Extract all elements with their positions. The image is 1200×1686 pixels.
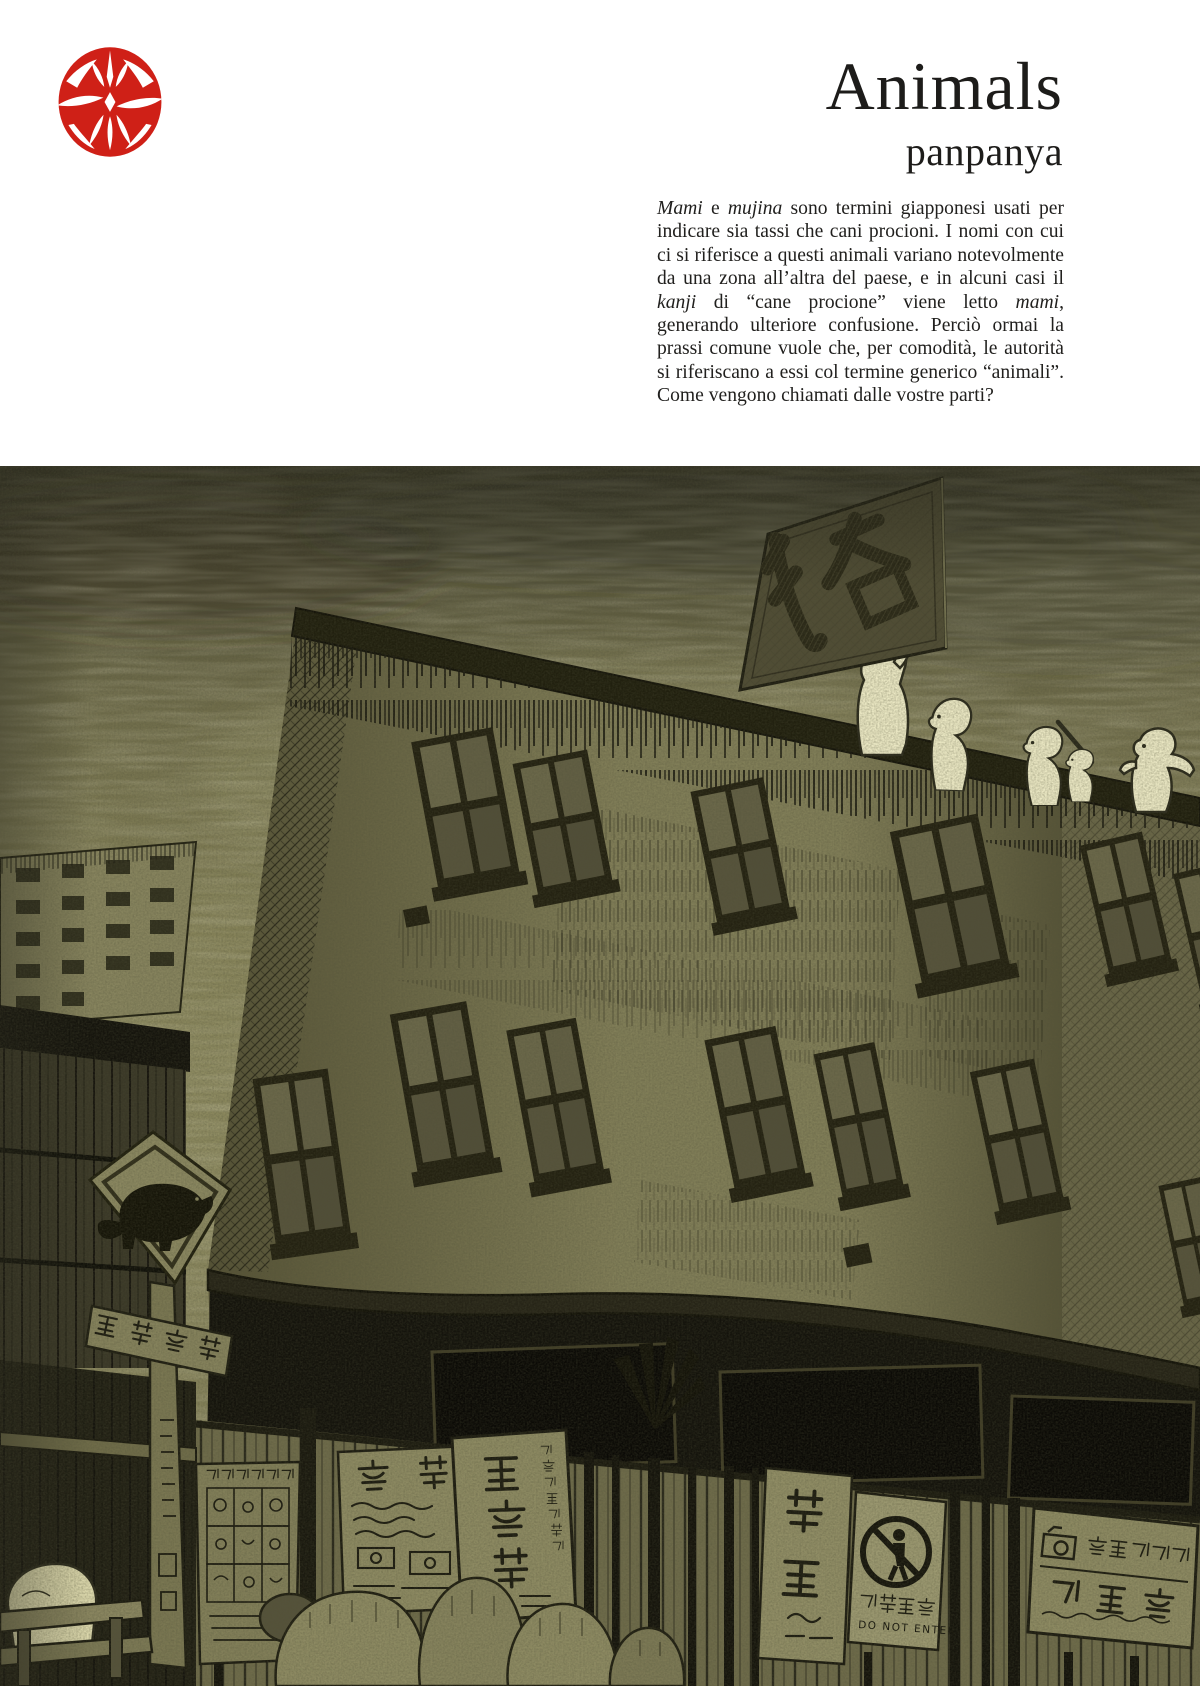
intro-paragraph: Mami e mujina sono termini giapponesi usati per indicare sia tassi che cani procioni. I nomi con cui ci si riferisce a questi animali variano notevolmente da una zona all’altra del paese, e in alcuni casi il kanji di “cane procione” viene letto mami, generando ulteriore confusione. Perciò ormai la prassi comune vuole che, per comodità, le autorità si riferiscano a essi col termine generico “animali”. Come vengono chiamati dalle vostre parti? bbox=[657, 198, 1065, 407]
page-title: Animals bbox=[825, 48, 1063, 124]
illustration bbox=[0, 466, 1200, 1686]
publisher-logo-icon bbox=[55, 44, 165, 160]
author-name: panpanya bbox=[905, 129, 1063, 174]
grain-overlay bbox=[0, 466, 1200, 1686]
